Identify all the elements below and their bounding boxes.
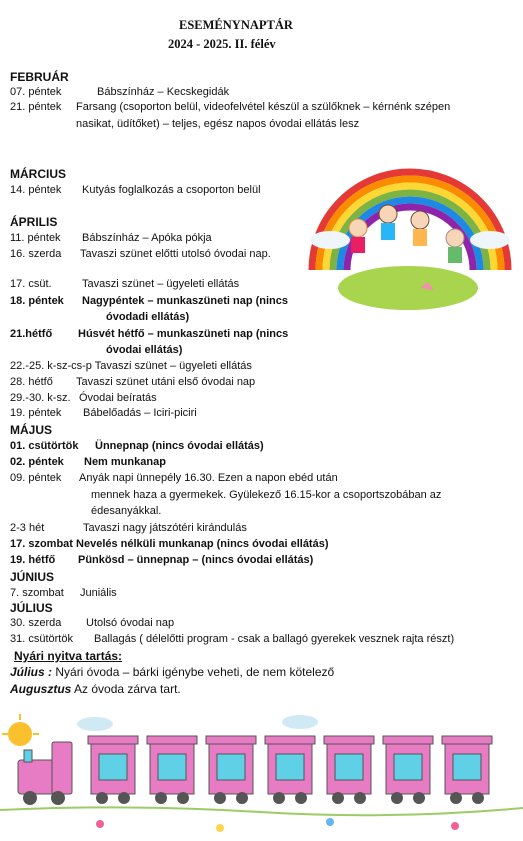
event-date: 31. csütörtök <box>10 633 73 645</box>
event-date: 07. péntek <box>10 86 62 98</box>
event-text: Húsvét hétfő – munkaszüneti nap (nincs <box>78 328 289 340</box>
month-heading-apr: ÁPRILIS <box>10 215 58 229</box>
event-text: Ünnepnap (nincs óvodai ellátás) <box>95 440 264 452</box>
event-text: Tavaszi nagy játszótéri kirándulás <box>83 522 247 534</box>
event-date: 02. péntek <box>10 456 64 468</box>
event-text: Kutyás foglalkozás a csoporton belül <box>82 184 261 196</box>
summer-august <box>10 682 181 696</box>
event-date: 2-3 hét <box>10 522 45 534</box>
event-text-cont: mennek haza a gyermekek. Gyülekező 16.15-kor a csoportszobában az <box>91 489 442 501</box>
summer-aug-text: Az óvoda zárva tart. <box>71 682 181 696</box>
summer-aug-label: Augusztus <box>10 682 72 696</box>
event-text: Bábszínház – Apóka pókja <box>82 232 212 244</box>
page-subtitle: 2024 - 2025. II. félév <box>168 37 276 51</box>
summer-july <box>10 665 334 679</box>
train-wagon <box>88 736 138 804</box>
event-date: 29.-30. k-sz. <box>10 392 71 404</box>
train-wagon <box>147 736 197 804</box>
event-text: Ballagás ( délelőtti program - csak a ballagó gyerekek vesznek rajta részt) <box>94 633 455 645</box>
event-text: Tavaszi szünet utáni első óvodai nap <box>76 376 256 388</box>
event-date: 16. szerda <box>10 248 62 260</box>
summer-heading: Nyári nyitva tartás: <box>14 649 123 663</box>
event-text: Farsang (csoporton belül, videofelvétel készül a szülőknek – kérnénk szépen <box>76 101 451 113</box>
event-date: 18. péntek <box>10 295 64 307</box>
event-text-cont: édesanyákkal. <box>91 505 162 517</box>
event-date: 14. péntek <box>10 184 62 196</box>
event-date: 28. hétfő <box>10 376 53 388</box>
event-text: Tavaszi szünet – ügyeleti ellátás <box>82 278 240 290</box>
event-date: 19. péntek <box>10 407 62 419</box>
event-date: 19. hétfő <box>10 554 56 566</box>
event-text: Bábelőadás – Iciri-piciri <box>83 407 197 419</box>
event-date: 09. péntek <box>10 472 62 484</box>
event-text-cont: nasikat, üdítőket) – teljes, egész napos óvodai ellátás lesz <box>76 118 360 130</box>
month-heading-jun: JÚNIUS <box>10 570 55 584</box>
event-date: 01. csütörtök <box>10 440 79 452</box>
train-wagon <box>442 736 492 804</box>
train-wagon <box>383 736 433 804</box>
event-date: 17. csüt. <box>10 278 52 290</box>
month-heading-mar: MÁRCIUS <box>10 167 66 181</box>
event-text: Juniális <box>80 587 117 599</box>
event-text: Anyák napi ünnepély 16.30. Ezen a napon ebéd után <box>79 472 338 484</box>
event-text-cont: óvodai ellátás) <box>106 344 183 356</box>
event-text: 22.-25. k-sz-cs-p Tavaszi szünet – ügyeleti ellátás <box>10 360 252 372</box>
event-text: Bábszínház – Kecskegidák <box>97 86 230 98</box>
event-text: Utolsó óvodai nap <box>86 617 175 629</box>
event-text: Pünkösd – ünnepnap – (nincs óvodai ellátás) <box>78 554 314 566</box>
train-wagon <box>206 736 256 804</box>
month-heading-jul: JÚLIUS <box>10 601 53 615</box>
train-wagon <box>324 736 374 804</box>
train-wagon <box>265 736 315 804</box>
event-text: Nagypéntek – munkaszüneti nap (nincs <box>82 295 288 307</box>
rainbow-kids-illustration <box>300 140 518 310</box>
event-date: 30. szerda <box>10 617 62 629</box>
train-illustration <box>0 712 523 841</box>
event-date: 21. péntek <box>10 101 62 113</box>
event-date: 21.hétfő <box>10 328 53 340</box>
event-text-cont: óvodadi ellátás) <box>106 311 190 323</box>
event-text: Tavaszi szünet előtti utolsó óvodai nap. <box>80 248 271 260</box>
event-date: 7. szombat <box>10 587 64 599</box>
page-title: ESEMÉNYNAPTÁR <box>179 18 293 32</box>
month-heading-feb: FEBRUÁR <box>10 70 69 84</box>
summer-july-text: Nyári óvoda – bárki igénybe veheti, de nem kötelező <box>52 665 335 679</box>
summer-july-label: Július : <box>10 665 53 679</box>
month-heading-may: MÁJUS <box>10 423 53 437</box>
event-text: 17. szombat Nevelés nélküli munkanap (nincs óvodai ellátás) <box>10 538 329 550</box>
event-date: 11. péntek <box>10 232 61 244</box>
event-text: Óvodai beíratás <box>79 392 157 404</box>
event-text: Nem munkanap <box>84 456 166 468</box>
